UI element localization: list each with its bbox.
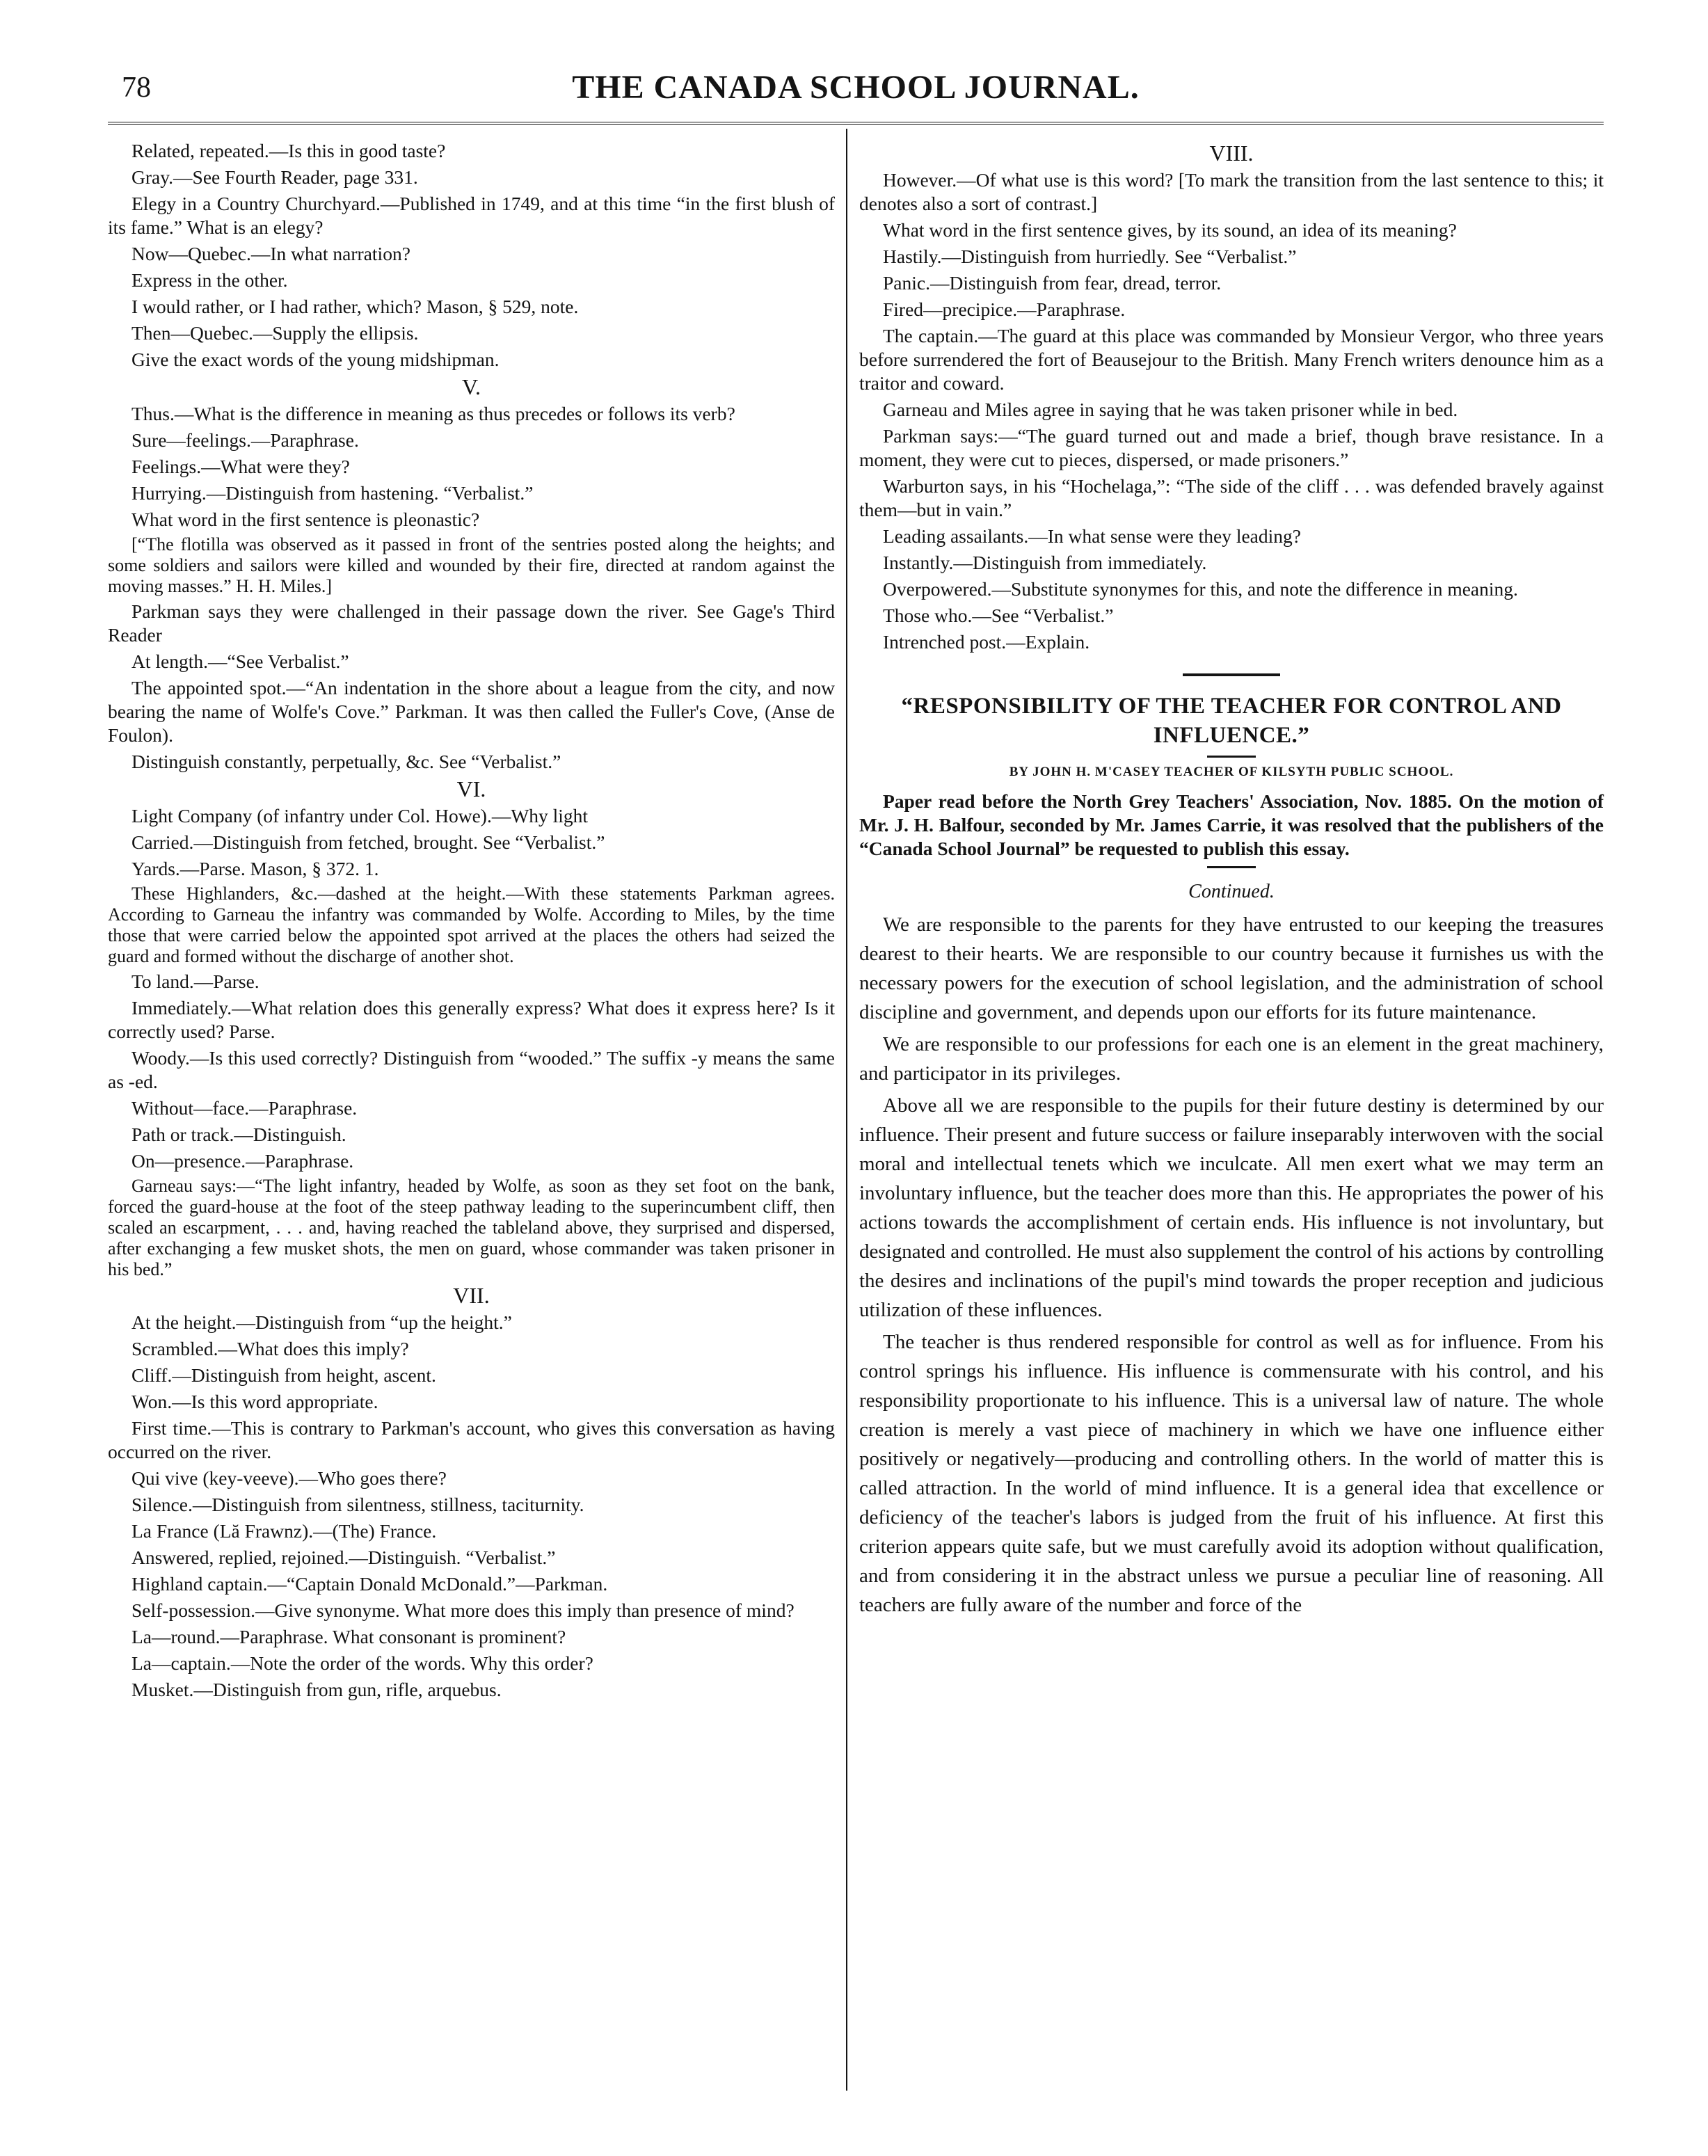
paragraph: La France (Lă Frawnz).—(The) France. [131, 1520, 437, 1542]
paragraph: Parkman says:—“The guard turned out and made a brief, though brave resistance. In a moment, they were cut to pieces, dispersed, or made prisoners.” [859, 425, 1604, 470]
paragraph: Warburton says, in his “Hochelaga,”: “The side of the cliff . . . was defended bravely against them—but in vain.” [859, 475, 1604, 520]
section-heading-vii: VII. [453, 1283, 490, 1308]
paragraph: Yards.—Parse. Mason, § 372. 1. [131, 858, 379, 879]
paragraph: What word in the first sentence is pleonastic? [131, 509, 480, 530]
paragraph: Instantly.—Distinguish from immediately. [883, 552, 1207, 573]
page-number: 78 [122, 72, 151, 104]
paragraph: La—captain.—Note the order of the words. Why this order? [131, 1652, 593, 1674]
paragraph: Woody.—Is this used correctly? Distinguish from “wooded.” The suffix -y means the same as -ed. [108, 1047, 835, 1092]
paragraph: Now—Quebec.—In what narration? [131, 243, 410, 264]
section-heading-viii: VIII. [1209, 141, 1254, 166]
paragraph: Light Company (of infantry under Col. Howe).—Why light [131, 805, 589, 827]
paragraph: Musket.—Distinguish from gun, rifle, arquebus. [131, 1679, 502, 1700]
journal-title: THE CANADA SCHOOL JOURNAL. [572, 69, 1140, 106]
header-rule [108, 122, 1604, 125]
article-byline: BY JOHN H. M'CASEY TEACHER OF KILSYTH PUBLIC SCHOOL. [1009, 765, 1454, 779]
paragraph: We are responsible to the parents for they have entrusted to our keeping the treasures dearest to their hearts. We are responsible to our country because it furnishes us with the necessary powers for the execution of school legislation, and the administration of school discipline and government, and depends upon our efforts for its future maintenance. [859, 913, 1604, 1023]
paragraph: Overpowered.—Substitute synonymes for this, and note the difference in meaning. [883, 578, 1518, 600]
section-heading-vi: VI. [456, 776, 486, 801]
quotation: [“The flotilla was observed as it passed in front of the sentries posted along the heights; and some soldiers and sailors were killed and wounded by their fire, directed at random against the moving masses.” H. H. Miles.] [108, 534, 835, 596]
paragraph: However.—Of what use is this word? [To mark the transition from the last sentence to this; it denotes also a sort of contrast.] [859, 169, 1604, 214]
paragraph: Related, repeated.—Is this in good taste? [131, 140, 446, 161]
article-note: Paper read before the North Grey Teachers' Association, Nov. 1885. On the motion of Mr. J. H. Balfour, seconded by Mr. James Carrie, it was resolved that the publishers of the “Canada School Journal” be requested to publish this essay. [859, 790, 1604, 859]
paragraph: Then—Quebec.—Supply the ellipsis. [131, 322, 419, 344]
paragraph: Thus.—What is the difference in meaning as thus precedes or follows its verb? [131, 403, 735, 424]
quotation: Garneau says:—“The light infantry, headed by Wolfe, as soon as they set foot on the bank, forced the guard-house at the foot of the steep pathway leading to the superincumbent cliff, then scaled an escarpment, . . . and, having reached the tableland above, they surprised and dispersed, after exchanging a few musket shots, the men on guard, whose commander was taken prisoner in his bed.” [108, 1176, 835, 1279]
right-column [859, 139, 1604, 1622]
paragraph: Fired—precipice.—Paraphrase. [883, 298, 1126, 320]
paragraph: La—round.—Paraphrase. What consonant is prominent? [131, 1626, 566, 1647]
paragraph: Hastily.—Distinguish from hurriedly. See “Verbalist.” [883, 246, 1297, 267]
paragraph: Panic.—Distinguish from fear, dread, terror. [883, 272, 1222, 294]
paragraph: Parkman says they were challenged in their passage down the river. See Gage's Third Reader [108, 600, 835, 646]
paragraph: At length.—“See Verbalist.” [131, 650, 349, 672]
paragraph: Carried.—Distinguish from fetched, brought. See “Verbalist.” [131, 831, 605, 853]
note-rule [1207, 866, 1256, 868]
section-heading-v: V. [462, 374, 481, 399]
paragraph: Those who.—See “Verbalist.” [883, 605, 1114, 626]
paragraph: Highland captain.—“Captain Donald McDonald.”—Parkman. [131, 1573, 608, 1595]
paragraph: Immediately.—What relation does this generally express? What does it express here? Is it correctly used? Parse. [108, 997, 835, 1042]
paragraph: To land.—Parse. [131, 971, 260, 992]
paragraph: Above all we are responsible to the pupils for their future destiny is determined by our influence. Their present and future success or failure inseparably interwoven with the social moral and intellectual tenets which we inculcate. All men exert what we may term an involuntary influence, but the teacher does more than this. He appropriates the power of his actions towards the accomplishment of certain ends. His influence is not involuntary, but designated and controlled. He must also supplement the control of his actions by controlling the desires and inclinations of the pupil's mind towards the proper reception and judicious utilization of these influences. [859, 1094, 1604, 1321]
continued-label: Continued. [1188, 881, 1275, 902]
paragraph: Won.—Is this word appropriate. [131, 1391, 378, 1412]
paragraph: Intrenched post.—Explain. [883, 631, 1090, 653]
article-body [859, 910, 1604, 1620]
page-header [108, 64, 1604, 120]
paragraph: Self-possession.—Give synonyme. What more does this imply than presence of mind? [131, 1599, 795, 1621]
paragraph: The appointed spot.—“An indentation in the shore about a league from the city, and now bearing the name of Wolfe's Cove.” Parkman. It was then called the Fuller's Cove, (Anse de Foulon). [108, 677, 835, 746]
paragraph: Answered, replied, rejoined.—Distinguish. “Verbalist.” [131, 1547, 556, 1568]
article-title: “RESPONSIBILITY OF THE TEACHER FOR CONTROL AND INFLUENCE.” [901, 694, 1562, 748]
column-divider [846, 129, 847, 2091]
paragraph: On—presence.—Paraphrase. [131, 1150, 354, 1172]
paragraph: Give the exact words of the young midshipman. [131, 349, 500, 370]
paragraph: Hurrying.—Distinguish from hastening. “Verbalist.” [131, 482, 534, 504]
section-rule [1183, 673, 1280, 676]
paragraph: At the height.—Distinguish from “up the height.” [131, 1311, 512, 1333]
paragraph: Qui vive (key-veeve).—Who goes there? [131, 1467, 447, 1489]
paragraph: We are responsible to our professions for each one is an element in the great machinery, and participator in its privileges. [859, 1033, 1604, 1085]
paragraph: Cliff.—Distinguish from height, ascent. [131, 1364, 436, 1386]
paragraph: The teacher is thus rendered responsible for control as well as for influence. From his control springs his influence. His influence is commensurate with his control, and his responsibility proportionate to his influence. This is a universal law of nature. The whole creation is merely a vast piece of machinery in which we have one influence either positively or negatively—producing and controlling others. In the world of matter this is called attraction. In the world of mind influence. It is a general idea that excellence or deficiency of the teacher's labors is judged from the fruit of his influence. At first this criterion appears quite safe, but we must carefully avoid its adoption without qualification, and from considering it in the abstract unless we pursue a peculiar line of reasoning. All teachers are fully aware of the number and force of the [859, 1331, 1604, 1616]
paragraph: Gray.—See Fourth Reader, page 331. [131, 166, 418, 188]
paragraph: Sure—feelings.—Paraphrase. [131, 429, 359, 451]
paragraph: What word in the first sentence gives, by its sound, an idea of its meaning? [883, 219, 1457, 241]
paragraph: Leading assailants.—In what sense were they leading? [883, 525, 1301, 547]
paragraph: Express in the other. [131, 269, 288, 291]
paragraph: Garneau and Miles agree in saying that he was taken prisoner while in bed. [883, 399, 1458, 420]
paragraph: Silence.—Distinguish from silentness, stillness, taciturnity. [131, 1494, 584, 1515]
paragraph: Without—face.—Paraphrase. [131, 1097, 358, 1119]
paragraph: Distinguish constantly, perpetually, &c. See “Verbalist.” [131, 751, 561, 772]
left-column [108, 139, 835, 1704]
title-rule [1207, 756, 1256, 758]
paragraph: These Highlanders, &c.—dashed at the height.—With these statements Parkman agrees. According to Garneau the infantry was commanded by Wolfe. According to Miles, by the time those that were carried below the appointed spot arrived at the places the others had seized the guard and formed without the discharge of another shot. [108, 884, 835, 966]
paragraph: The captain.—The guard at this place was commanded by Monsieur Vergor, who three years before surrendered the fort of Beausejour to the British. Many French writers denounce him as a traitor and coward. [859, 325, 1604, 394]
paragraph: Scrambled.—What does this imply? [131, 1338, 409, 1359]
paragraph: I would rather, or I had rather, which? Mason, § 529, note. [131, 296, 579, 317]
paragraph: First time.—This is contrary to Parkman's account, who gives this conversation as having occurred on the river. [108, 1417, 835, 1462]
paragraph: Elegy in a Country Churchyard.—Published in 1749, and at this time “in the first blush of its fame.” What is an elegy? [108, 193, 835, 238]
paragraph: Feelings.—What were they? [131, 456, 350, 477]
paragraph: Path or track.—Distinguish. [131, 1124, 346, 1145]
